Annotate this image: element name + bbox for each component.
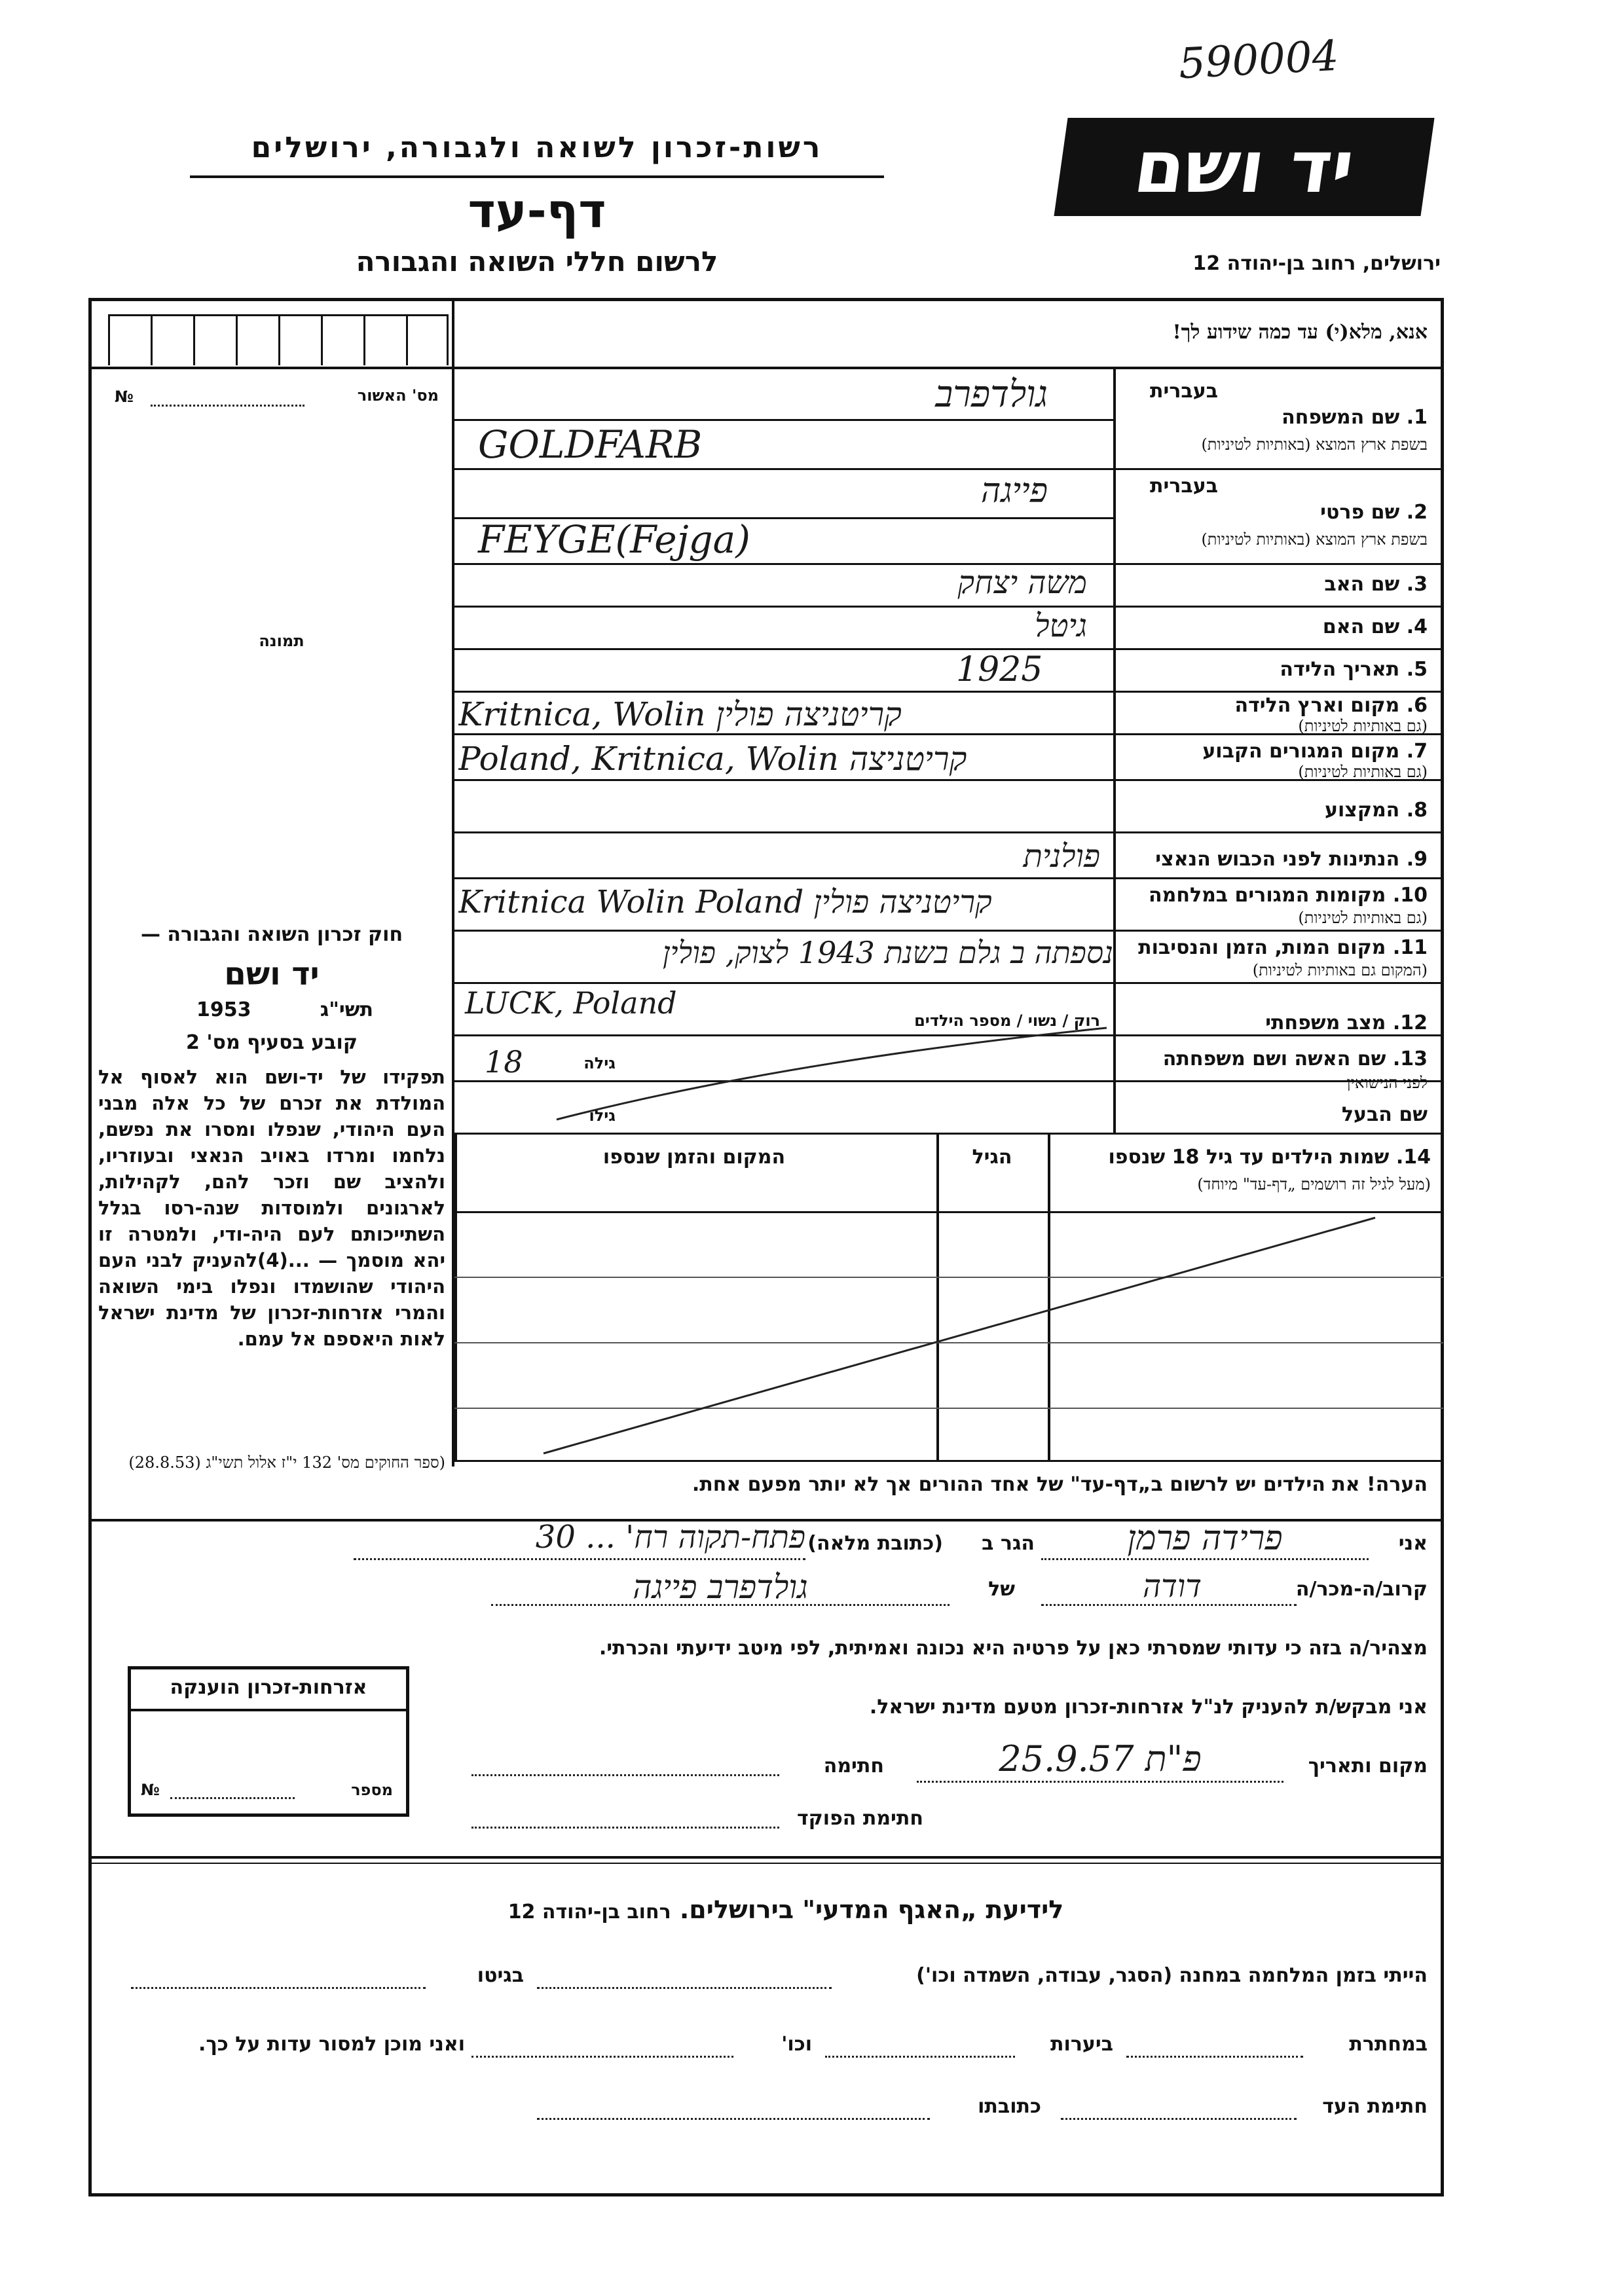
- approval-number-boxes: [108, 314, 449, 365]
- citizenship-number-label: מספר: [351, 1781, 393, 1799]
- field-3-value: משה יצחק: [957, 564, 1087, 601]
- decl-request: אני מבקש/ת להעניק לנ"ל אזרחות-זכרון מטעם מדינת ישראל.: [869, 1696, 1428, 1719]
- field-13-label: 13. שם האשה ושם משפחתה: [1162, 1048, 1428, 1070]
- citizenship-number-symbol: №: [141, 1781, 160, 1799]
- field-8-label: 8. המקצוע: [1324, 799, 1428, 822]
- children-header-sub: (מעל לגיל זה רושמים „דף-עד" מיוחד): [1197, 1175, 1431, 1194]
- page-title: דף-עד: [468, 183, 606, 238]
- decl-place-date-value: פ"ת 25.9.57: [999, 1738, 1202, 1779]
- field-10-sub: (גם באותיות לטיניות): [1298, 909, 1428, 927]
- field-5-label: 5. תאריך הלידה: [1280, 658, 1428, 681]
- field-9-value: פולנית: [1023, 838, 1100, 875]
- footer-forests: ביערות: [1050, 2033, 1113, 2056]
- field-11-value: נספתה ב גלם בשנת 1943 לצוק, פולין: [662, 935, 1113, 970]
- field-6-label: 6. מקום וארץ הלידה: [1234, 694, 1428, 717]
- field-2-value-latin: FEYGE(Fejga): [478, 517, 750, 562]
- field-9-label: 9. הנתינות לפני הכבוש הנאצי: [1155, 848, 1428, 871]
- children-strike: [458, 1211, 1441, 1460]
- law-year: 1953: [196, 998, 251, 1021]
- form-intro: אנא, מלא(י) עד כמה שידוע לך!: [1172, 321, 1428, 344]
- decl-place-date-label: מקום ותאריך: [1308, 1755, 1428, 1777]
- footer-underground: במחתרת: [1349, 2033, 1428, 2056]
- field-7-value: Poland, Kritnica, Wolin קריטניצה: [458, 740, 967, 778]
- field-11-label: 11. מקום המות, הזמן והנסיבות: [1138, 936, 1428, 959]
- decl-address-value: פתח-תקוה רח' ... 30: [535, 1519, 805, 1556]
- field-2-label: 2. שם פרטי: [1320, 501, 1428, 524]
- approval-label: מס' האשור: [357, 386, 439, 405]
- decl-declarant: פרידה פרמן: [1127, 1519, 1283, 1558]
- field-5-value: 1925: [956, 650, 1043, 689]
- field-6-sub: (גם באותיות לטיניות): [1298, 717, 1428, 735]
- footer-etc: וכו': [781, 2033, 812, 2056]
- field-1-sub: בשפת ארץ המוצא (באותיות לטיניות): [1201, 435, 1428, 454]
- document-number: 590004: [1177, 31, 1340, 89]
- field-4-label: 4. שם האם: [1322, 615, 1428, 638]
- decl-officer-label: חתימת הפוקד: [797, 1807, 923, 1830]
- footer-witness-signature: חתימת העד: [1322, 2095, 1428, 2118]
- footer-ghetto: בגיטו: [477, 1964, 524, 1987]
- law-title: חוק זכרון השואה והגבורה —: [140, 923, 403, 946]
- law-clause: קובע בסעיף מס' 2: [186, 1031, 358, 1054]
- law-year-heb: תשי"ג: [320, 998, 373, 1021]
- decl-signature-mark: [471, 1741, 779, 1776]
- decl-statement: מצהיר/ה בזה כי עדותי שמסרתי כאן על פרטיה היא נכונה ואמיתית, לפי מיטב ידיעתי והכרתי.: [599, 1637, 1428, 1660]
- field-10-label: 10. מקומות המגורים במלחמה: [1149, 884, 1428, 907]
- field-12-options: רוק / נשוי / מספר הילדים: [914, 1011, 1100, 1030]
- decl-address-label: (כתובת מלאה): [807, 1532, 943, 1555]
- footer-line-1: הייתי בזמן המלחמה במחנה (הסגר, עבודה, השמדה וכו'): [916, 1964, 1428, 1987]
- header-org-line: רשות-זכרון לשואה ולגבורה, ירושלים: [251, 131, 823, 164]
- field-2-value-heb: פייגה: [980, 471, 1048, 511]
- field-11-value-latin: LUCK, Poland: [465, 985, 677, 1021]
- decl-relation-label: קרוב/ה-מכר/ה: [1295, 1578, 1428, 1601]
- husband-label: שם הבעל: [1341, 1103, 1428, 1126]
- decl-gar-b: הגר ב: [982, 1532, 1035, 1555]
- field-7-sub: (גם באותיות לטיניות): [1298, 763, 1428, 781]
- field-12-label: 12. מצב משפחתי: [1265, 1011, 1428, 1034]
- header-address: ירושלים, רחוב בן-יהודה 12: [1192, 252, 1441, 275]
- children-header-place: המקום והזמן שנספו: [602, 1146, 786, 1169]
- field-11-sub: (המקום גם באותיות לטיניות): [1252, 961, 1428, 979]
- field-13-sub: לפני הנישואין: [1346, 1074, 1428, 1092]
- children-header-age: הגיל: [972, 1146, 1012, 1169]
- decl-signature-label: חתימה: [823, 1755, 884, 1777]
- age-value: 18: [485, 1044, 523, 1080]
- field-7-label: 7. מקום המגורים הקבוע: [1202, 740, 1428, 763]
- law-name: יד ושם: [224, 956, 320, 993]
- field-1-label: 1. שם המשפחה: [1282, 406, 1428, 429]
- law-body: תפקידו של יד-ושם הוא לאסוף אל המולדת את זכרם של כל אלה מבני העם היהודי, שנפלו ומסרו את נפשם, נלחמו ומרדו באויב הנאצי ובעוזריו, ולהציב שם וזכר להם, לקהילות, לארגונים ולמוסדות שנה-רסו בגלל השתייכותם לעם היה-ודי, ולמטרה זו יהא מוסמך — ...(4)להעניק לבני העם היהודי שהושמדו ונפלו בימי השואה והמרי אזרחות-זכרון של מדינת ישראל לאות היאספם אל עמם.: [98, 1066, 445, 1350]
- decl-relation-value: דודה: [1143, 1568, 1202, 1605]
- age-label-2: גילו: [589, 1106, 616, 1125]
- strike-lines: [458, 1021, 1113, 1139]
- footer-address: כתובתו: [978, 2095, 1041, 2118]
- field-1-value-latin: GOLDFARB: [478, 422, 703, 467]
- field-4-value: גיטל: [1035, 608, 1087, 644]
- decl-officer-mark: [471, 1794, 779, 1829]
- law-source: (ספר החוקים מס' 132 י"ז אלול תשי"ג (28.8.53): [128, 1453, 445, 1472]
- decl-ani: אני: [1398, 1532, 1428, 1555]
- citizenship-title: אזרחות-זכרון הוענקה: [170, 1676, 367, 1699]
- field-3-label: 3. שם האב: [1324, 573, 1428, 596]
- children-header-name: 14. שמות הילדים עד גיל 18 שנספו: [1108, 1146, 1431, 1169]
- children-note: הערה! את הילדים יש לרשום ב„דף-עד" של אחד ההורים אך לא יותר מפעם אחת.: [692, 1473, 1428, 1496]
- yad-vashem-logo: יד ושם: [1054, 118, 1434, 216]
- footer-ready: ואני מוכן למסור עדות על כך.: [198, 2033, 465, 2056]
- footer-title: לידיעת „האגף המדעי" בירושלים. רחוב בן-יהודה 12: [507, 1895, 1064, 1924]
- decl-of-value: גולדפרב פייגה: [633, 1568, 808, 1606]
- photo-label: תמונה: [259, 632, 304, 650]
- field-1-value-heb: גולדפרב: [935, 373, 1048, 416]
- field-10-value: Kritnica Wolin Poland קריטניצה פולין: [458, 884, 992, 920]
- field-2-sub: בשפת ארץ המוצא (באותיות לטיניות): [1201, 530, 1428, 549]
- age-label: גילה: [583, 1054, 616, 1072]
- field-1-heb-tag: בעברית: [1150, 380, 1218, 403]
- approval-no: №: [115, 388, 134, 406]
- field-2-heb-tag: בעברית: [1150, 475, 1218, 498]
- page-subtitle: לרשום חללי השואה והגבורה: [356, 246, 718, 278]
- decl-of: של: [988, 1578, 1015, 1601]
- field-6-value: Kritnica, Wolin קריטניצה פולין: [458, 695, 902, 733]
